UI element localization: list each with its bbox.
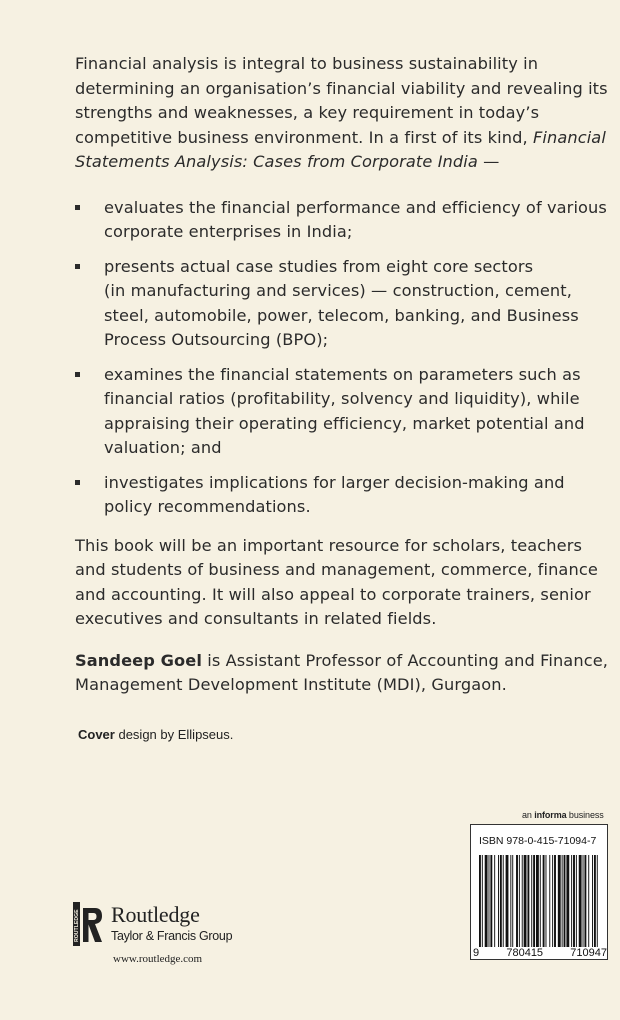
cover-credit-rest: design by Ellipseus. <box>114 727 234 742</box>
barcode-digit-left: 780415 <box>506 947 544 959</box>
list-item-line: steel, automobile, power, telecom, banking, and Business <box>104 305 579 325</box>
barcode-bar <box>516 855 518 947</box>
list-item-line: examines the financial statements on parameters such as <box>104 364 581 384</box>
barcode-bar <box>536 855 539 947</box>
publisher-name: Routledge <box>111 902 200 927</box>
barcode-bar <box>546 855 547 947</box>
barcode-bar <box>512 855 513 947</box>
barcode-bar <box>503 855 504 947</box>
barcode-digit-right: 710947 <box>570 947 607 959</box>
informa-brand: informa <box>534 810 567 820</box>
list-item-line: investigates implications for larger decision-making and <box>104 472 565 492</box>
barcode-bar <box>533 855 535 947</box>
barcode-bar <box>576 855 577 947</box>
author-bio-line2: Management Development Institute (MDI), Gurgaon. <box>75 675 507 694</box>
list-item <box>75 471 620 520</box>
barcode-bar <box>490 855 492 947</box>
barcode-bar <box>531 855 532 947</box>
barcode-bars <box>479 855 601 947</box>
barcode-bar <box>592 855 593 947</box>
barcode-bar <box>564 855 566 947</box>
barcode-bar <box>500 855 502 947</box>
list-item-line: evaluates the financial performance and efficiency of various <box>104 197 607 217</box>
back-cover-content <box>75 52 620 698</box>
barcode-digits <box>473 947 607 959</box>
list-item-line: (in manufacturing and services) — construction, cement, <box>104 281 572 300</box>
barcode-bar <box>524 855 527 947</box>
author-bio <box>75 649 620 698</box>
barcode-bar <box>498 855 499 947</box>
logo-vertical-text: ROUTLEDGE <box>73 909 80 942</box>
intro-dash: — <box>477 152 500 171</box>
barcode-bar <box>597 855 598 947</box>
author-name: Sandeep Goel <box>75 650 203 670</box>
list-item <box>75 196 620 245</box>
resource-line: and students of business and management, commerce, finance <box>75 560 598 579</box>
list-item <box>75 255 620 353</box>
list-item-line: Process Outsourcing (BPO); <box>104 330 329 349</box>
list-item <box>75 363 620 461</box>
author-bio-line1: is Assistant Professor of Accounting and Finance, <box>202 650 608 670</box>
informa-prefix: an <box>522 810 535 820</box>
isbn-barcode <box>470 824 608 960</box>
barcode-bar <box>594 855 596 947</box>
isbn-label: ISBN 978-0-415-71094-7 <box>479 835 597 847</box>
barcode-bar <box>485 855 488 947</box>
barcode-bar <box>527 855 529 947</box>
cover-credit <box>78 727 233 742</box>
barcode-digit-lead: 9 <box>473 947 480 959</box>
barcode-bar <box>549 855 550 947</box>
book-title: Financial Statements Analysis: Cases from Corporate India <box>75 127 606 171</box>
barcode-bar <box>552 855 553 947</box>
feature-list <box>75 196 620 520</box>
barcode-bar <box>543 855 545 947</box>
intro-paragraph <box>75 52 615 175</box>
cover-credit-word: Cover <box>78 727 115 742</box>
barcode-bar <box>562 855 563 947</box>
barcode-bar <box>489 855 490 947</box>
resource-line: executives and consultants in related fields. <box>75 609 437 628</box>
publisher-url: www.routledge.com <box>113 953 203 965</box>
barcode-bar <box>558 855 561 947</box>
list-item-line: appraising their operating efficiency, market potential and <box>104 413 585 433</box>
barcode-bar <box>554 855 556 947</box>
barcode-bar <box>579 855 582 947</box>
barcode-bar <box>566 855 569 947</box>
resource-line: This book will be an important resource for scholars, teachers <box>75 535 583 555</box>
barcode-bar <box>494 855 495 947</box>
list-item-line: financial ratios (profitability, solvency and liquidity), while <box>104 389 580 408</box>
barcode-bar <box>588 855 589 947</box>
informa-tagline <box>522 810 604 820</box>
barcode-bar <box>540 855 541 947</box>
barcode-bar <box>583 855 584 947</box>
barcode-bar <box>510 855 511 947</box>
barcode-bar <box>482 855 483 947</box>
barcode-bar <box>573 855 575 947</box>
list-item-line: corporate enterprises in India; <box>104 222 353 241</box>
barcode-bar <box>522 855 523 947</box>
barcode-bar <box>584 855 586 947</box>
list-item-line: policy recommendations. <box>104 497 311 516</box>
barcode-bar <box>506 855 509 947</box>
list-item-line: presents actual case studies from eight core sectors <box>104 256 534 276</box>
intro-text: Financial analysis is integral to business sustainability in determining an organisation’s financial viability and revealing its strengths and weaknesses, a key requirement in today’s competitive business environment. In a first of its kind, <box>75 54 608 147</box>
publisher-group: Taylor & Francis Group <box>111 929 233 943</box>
barcode-bar <box>571 855 572 947</box>
informa-suffix: business <box>566 810 604 820</box>
resource-line: and accounting. It will also appeal to corporate trainers, senior <box>75 584 591 604</box>
resource-paragraph <box>75 534 620 632</box>
barcode-bar <box>519 855 520 947</box>
barcode-bar <box>479 855 481 947</box>
routledge-logo-icon <box>73 902 103 946</box>
list-item-line: valuation; and <box>104 438 222 457</box>
